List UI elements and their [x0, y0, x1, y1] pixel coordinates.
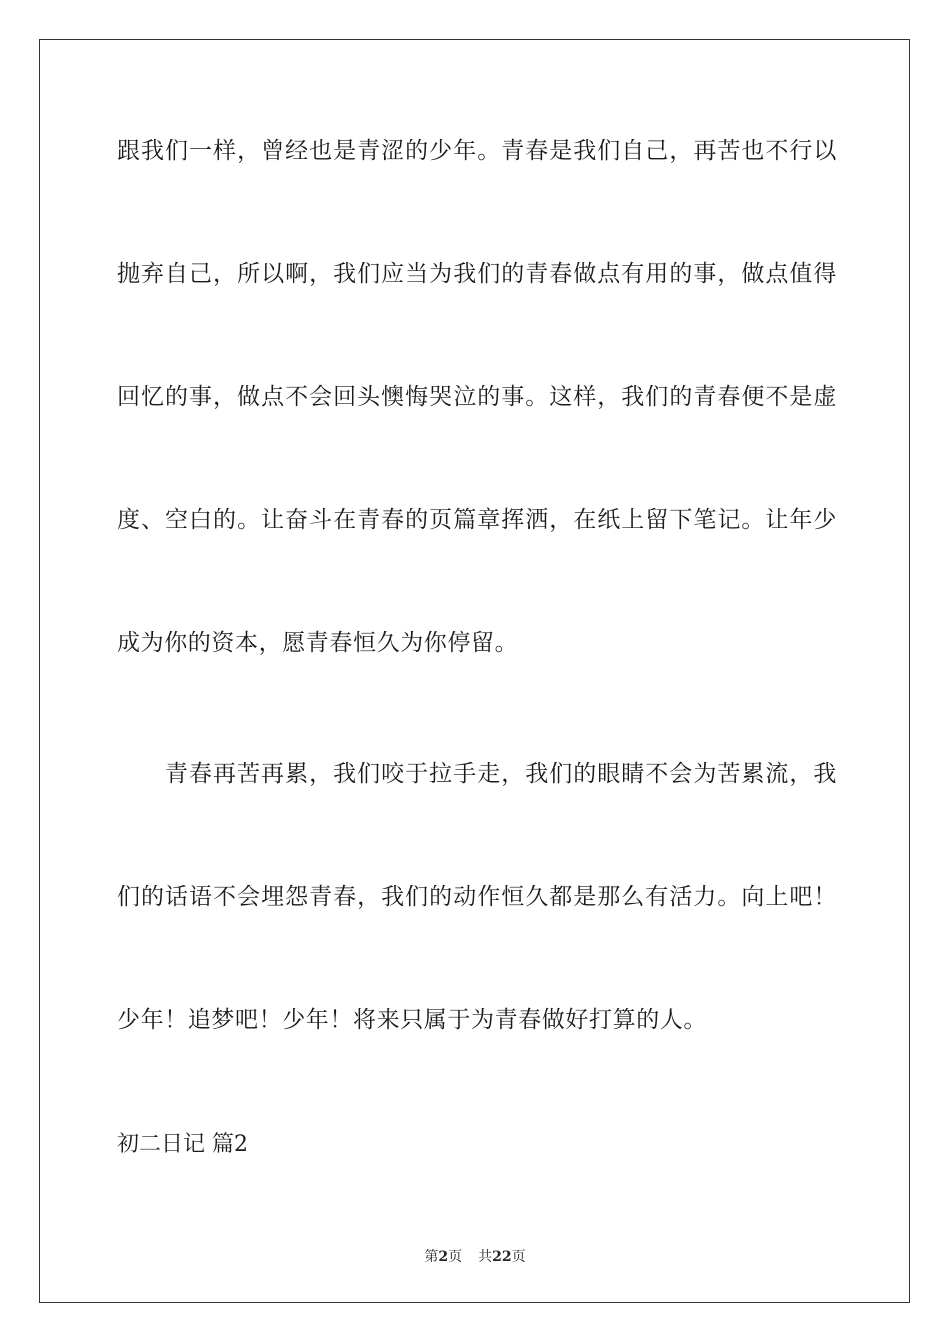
paragraph-line: 抛弃自己，所以啊，我们应当为我们的青春做点有用的事，做点值得 — [117, 261, 837, 287]
paragraph-line: 少年！追梦吧！少年！将来只属于为青春做好打算的人。 — [117, 1007, 707, 1033]
paragraph-line: 成为你的资本，愿青春恒久为你停留。 — [117, 630, 519, 656]
page-frame — [39, 39, 910, 1303]
total-prefix: 共 — [478, 1249, 493, 1265]
page-suffix: 页 — [448, 1249, 463, 1265]
paragraph-line: 跟我们一样，曾经也是青涩的少年。青春是我们自己，再苦也不行以 — [117, 138, 837, 164]
page-footer — [0, 1248, 950, 1266]
section-heading: 初二日记 篇2 — [117, 1132, 248, 1157]
page-prefix: 第 — [424, 1249, 439, 1265]
paragraph-line: 们的话语不会埋怨青春，我们的动作恒久都是那么有活力。向上吧！ — [117, 884, 837, 910]
page-number: 2 — [438, 1249, 449, 1265]
paragraph-line: 度、空白的。让奋斗在青春的页篇章挥洒，在纸上留下笔记。让年少 — [117, 507, 837, 533]
page-total: 22 — [492, 1249, 512, 1265]
paragraph-line: 青春再苦再累，我们咬于拉手走，我们的眼睛不会为苦累流，我 — [165, 761, 837, 787]
total-suffix: 页 — [511, 1249, 526, 1265]
paragraph-line: 回忆的事，做点不会回头懊悔哭泣的事。这样，我们的青春便不是虚 — [117, 384, 837, 410]
